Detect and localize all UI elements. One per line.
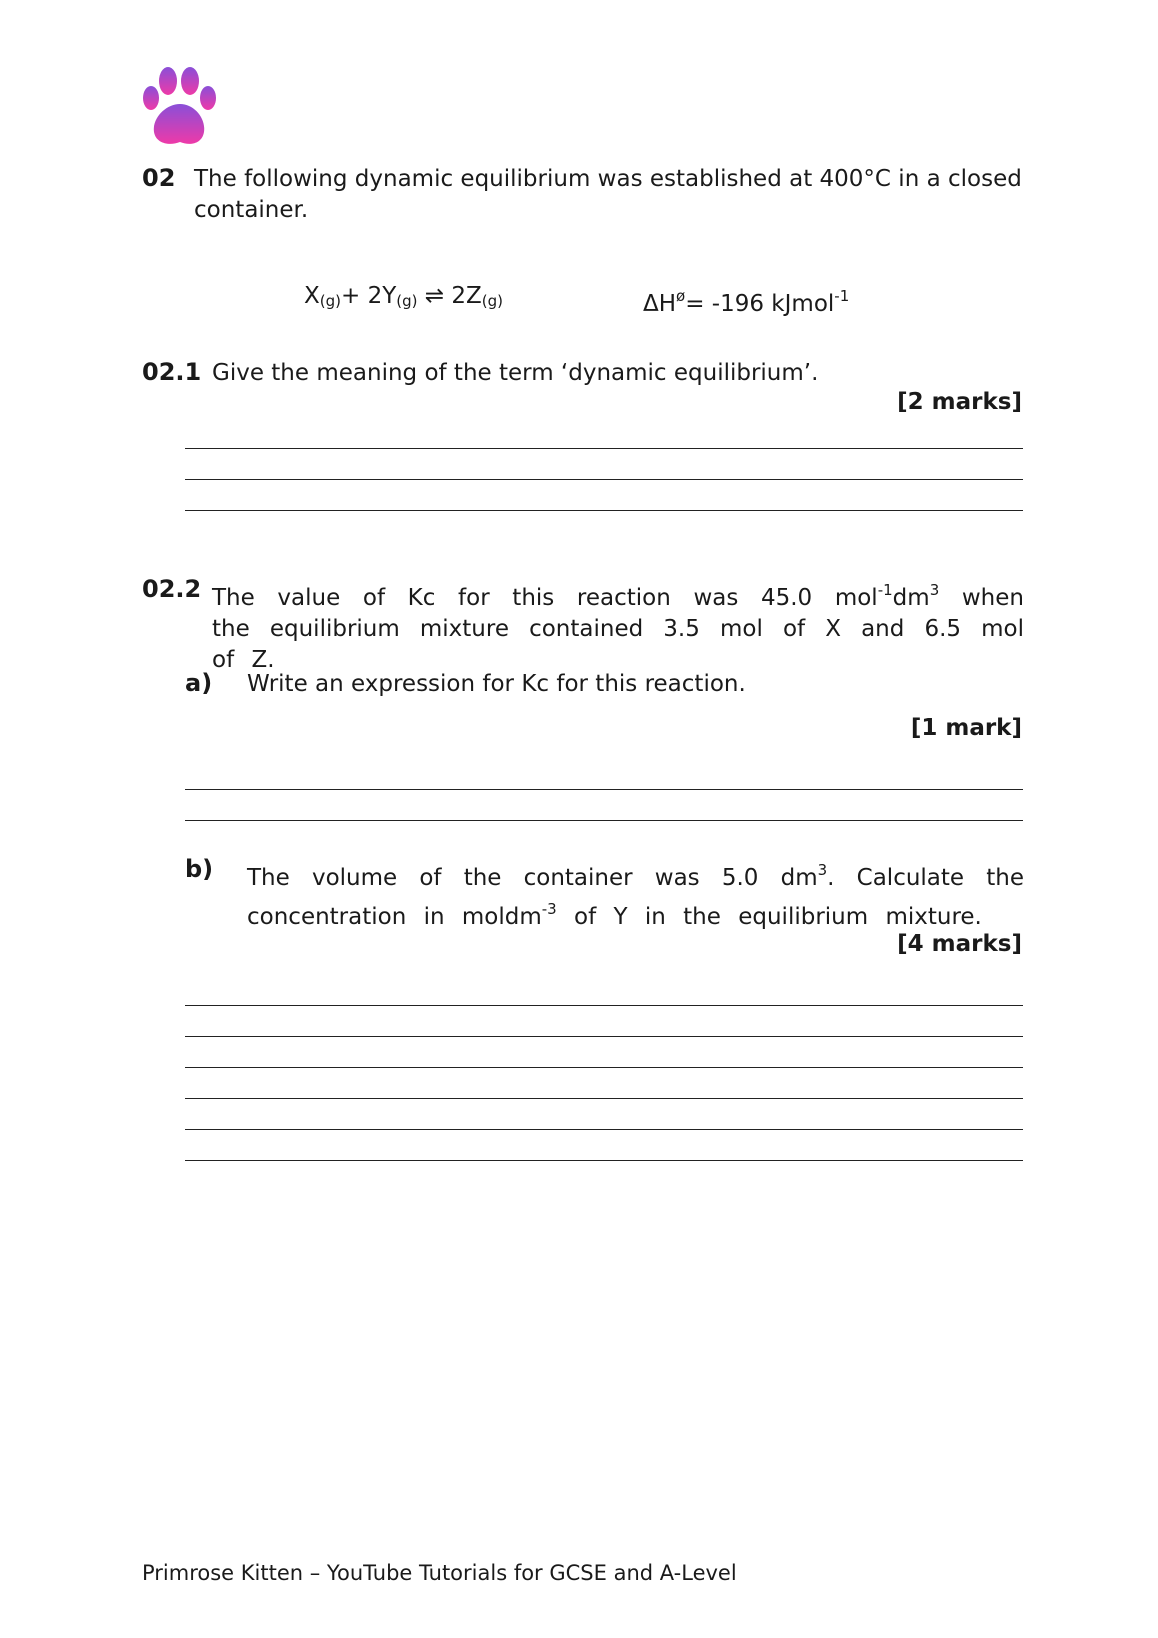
answer-line[interactable] bbox=[185, 1129, 1023, 1130]
answer-line[interactable] bbox=[185, 479, 1023, 480]
answer-line[interactable] bbox=[185, 1098, 1023, 1099]
answer-line[interactable] bbox=[185, 1036, 1023, 1037]
question-number: 02 bbox=[142, 164, 176, 192]
reaction-equation: $X_{(g)}+ 2Y_{(g)}$ ⇌ $2Z_{(g)}$ bbox=[304, 283, 504, 310]
paw-print-icon bbox=[142, 66, 218, 148]
answer-line[interactable] bbox=[185, 1160, 1023, 1161]
question-intro: The following dynamic equilibrium was established at 400°C in a closed container. bbox=[194, 166, 1022, 223]
part-text: Write an expression for Kc for this reaction. bbox=[247, 671, 746, 697]
part-label: b) bbox=[185, 855, 214, 883]
answer-line[interactable] bbox=[185, 789, 1023, 790]
page-footer: Primrose Kitten – YouTube Tutorials for GCSE and A-Level bbox=[142, 1561, 737, 1585]
question-text: Give the meaning of the term ‘dynamic equilibrium’. bbox=[212, 360, 819, 386]
answer-line[interactable] bbox=[185, 1005, 1023, 1006]
question-text: The value of Kc for this reaction was 45.0 $mol^{-1}dm^3$ when the equilibrium mixture contained 3.5 mol of X and 6.5 mol of Z. bbox=[212, 581, 1024, 673]
answer-line[interactable] bbox=[185, 820, 1023, 821]
marks-label: [4 marks] bbox=[897, 931, 1022, 957]
enthalpy-change: $\Delta H^ø= -196$ kJmol$^{-1}$ bbox=[643, 287, 850, 317]
marks-label: [1 mark] bbox=[910, 715, 1022, 741]
answer-line[interactable] bbox=[185, 1067, 1023, 1068]
part-text: The volume of the container was 5.0 $dm^3$. Calculate the concentration in moldm$^{-3}$ of Y in the equilibrium mixture. bbox=[247, 861, 1024, 930]
question-number: 02.1 bbox=[142, 358, 202, 386]
answer-line[interactable] bbox=[185, 510, 1023, 511]
answer-line[interactable] bbox=[185, 448, 1023, 449]
part-label: a) bbox=[185, 669, 213, 697]
question-number: 02.2 bbox=[142, 575, 202, 603]
marks-label: [2 marks] bbox=[897, 389, 1022, 415]
